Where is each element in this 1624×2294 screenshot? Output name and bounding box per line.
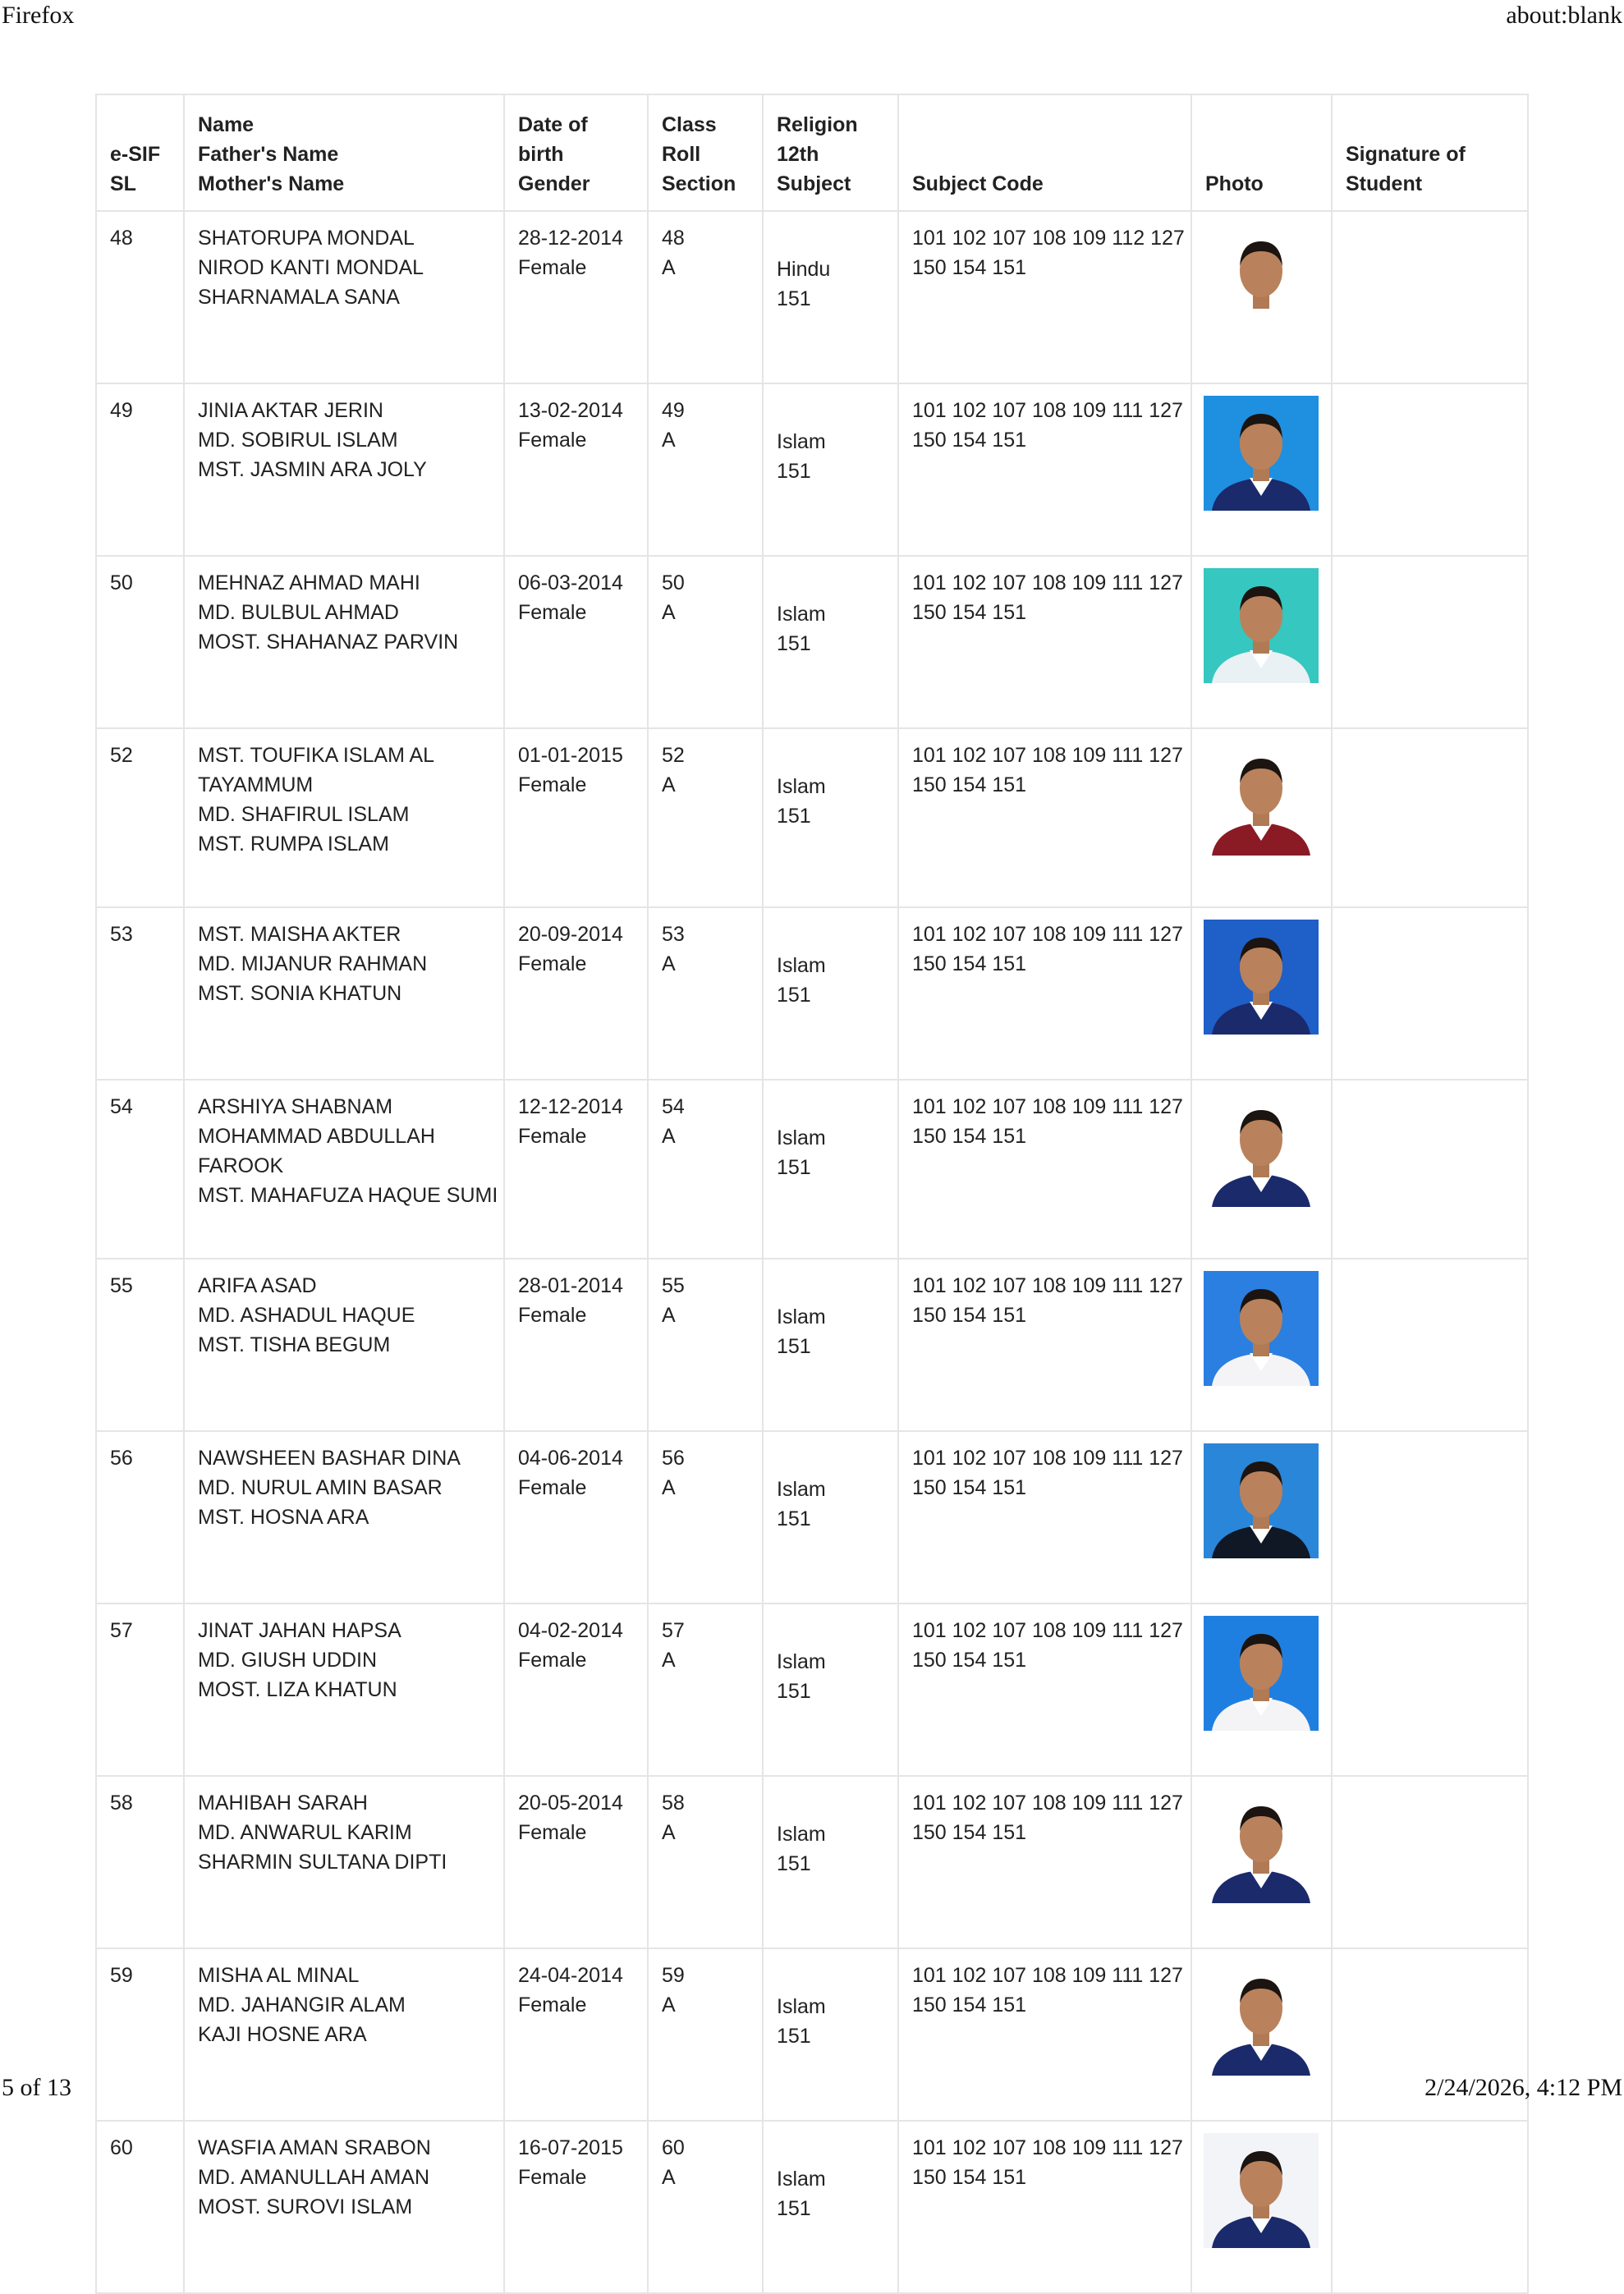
cell-subject-codes: 101 102 107 108 109 111 127 150 154 151: [898, 728, 1191, 907]
cell-signature: [1332, 556, 1528, 728]
cell-photo: [1191, 556, 1332, 728]
table-header-row: [96, 94, 1528, 211]
cell-photo: [1191, 1080, 1332, 1259]
table-row: [96, 1431, 1528, 1604]
table-row: [96, 1776, 1528, 1948]
cell-dob-gender: 20-09-2014 Female: [504, 907, 648, 1080]
student-photo: [1204, 568, 1319, 683]
cell-sl: 54: [96, 1080, 184, 1259]
cell-dob-gender: 01-01-2015 Female: [504, 728, 648, 907]
portrait-placeholder: [1204, 1092, 1319, 1207]
cell-roll-section: 55 A: [648, 1259, 763, 1431]
cell-signature: [1332, 2121, 1528, 2293]
cell-photo: [1191, 383, 1332, 556]
cell-signature: [1332, 728, 1528, 907]
cell-subject-codes: 101 102 107 108 109 111 127 150 154 151: [898, 1948, 1191, 2121]
cell-photo: [1191, 728, 1332, 907]
student-photo: [1204, 396, 1319, 511]
student-photo: [1204, 741, 1319, 856]
cell-dob-gender: 16-07-2015 Female: [504, 2121, 648, 2293]
print-header-url: about:blank: [1506, 2, 1622, 29]
cell-roll-section: 52 A: [648, 728, 763, 907]
table-row: [96, 556, 1528, 728]
table-row: [96, 211, 1528, 383]
cell-religion-subject: Islam 151: [763, 1604, 898, 1776]
cell-roll-section: 58 A: [648, 1776, 763, 1948]
student-photo: [1204, 223, 1319, 338]
cell-religion-subject: Islam 151: [763, 556, 898, 728]
cell-signature: [1332, 1776, 1528, 1948]
cell-subject-codes: 101 102 107 108 109 111 127 150 154 151: [898, 1080, 1191, 1259]
cell-sl: 52: [96, 728, 184, 907]
table-continuation-border: [95, 1902, 97, 2008]
table-row: [96, 907, 1528, 1080]
print-header-app: Firefox: [2, 2, 75, 29]
cell-names: MEHNAZ AHMAD MAHI MD. BULBUL AHMAD MOST. SHAHANAZ PARVIN: [184, 556, 504, 728]
col-header-class: Class Roll Section: [648, 94, 763, 211]
cell-religion-subject: Islam 151: [763, 1948, 898, 2121]
table-row: [96, 1259, 1528, 1431]
cell-signature: [1332, 1604, 1528, 1776]
cell-religion-subject: Islam 151: [763, 1259, 898, 1431]
cell-subject-codes: 101 102 107 108 109 111 127 150 154 151: [898, 1259, 1191, 1431]
cell-roll-section: 54 A: [648, 1080, 763, 1259]
col-header-signature: Signature of Student: [1332, 94, 1528, 211]
cell-subject-codes: 101 102 107 108 109 112 127 150 154 151: [898, 211, 1191, 383]
cell-sl: 60: [96, 2121, 184, 2293]
cell-sl: 55: [96, 1259, 184, 1431]
cell-sl: 48: [96, 211, 184, 383]
cell-subject-codes: 101 102 107 108 109 111 127 150 154 151: [898, 556, 1191, 728]
cell-subject-codes: 101 102 107 108 109 111 127 150 154 151: [898, 1776, 1191, 1948]
cell-names: SHATORUPA MONDAL NIROD KANTI MONDAL SHARNAMALA SANA: [184, 211, 504, 383]
cell-names: WASFIA AMAN SRABON MD. AMANULLAH AMAN MOST. SUROVI ISLAM: [184, 2121, 504, 2293]
cell-religion-subject: Islam 151: [763, 1776, 898, 1948]
portrait-placeholder: [1204, 1443, 1319, 1558]
student-photo: [1204, 920, 1319, 1035]
cell-dob-gender: 20-05-2014 Female: [504, 1776, 648, 1948]
student-photo: [1204, 1271, 1319, 1386]
cell-photo: [1191, 1259, 1332, 1431]
col-header-photo: Photo: [1191, 94, 1332, 211]
col-header-name: Name Father's Name Mother's Name: [184, 94, 504, 211]
portrait-placeholder: [1204, 2133, 1319, 2248]
cell-religion-subject: Islam 151: [763, 728, 898, 907]
student-photo: [1204, 1443, 1319, 1558]
col-header-subject-code: Subject Code: [898, 94, 1191, 211]
cell-subject-codes: 101 102 107 108 109 111 127 150 154 151: [898, 1604, 1191, 1776]
table-row: [96, 1604, 1528, 1776]
cell-roll-section: 53 A: [648, 907, 763, 1080]
print-footer-page: 5 of 13: [2, 2074, 71, 2101]
table-row: [96, 383, 1528, 556]
student-photo: [1204, 1616, 1319, 1731]
cell-dob-gender: 06-03-2014 Female: [504, 556, 648, 728]
cell-dob-gender: 12-12-2014 Female: [504, 1080, 648, 1259]
cell-signature: [1332, 1080, 1528, 1259]
cell-religion-subject: Islam 151: [763, 907, 898, 1080]
cell-sl: 53: [96, 907, 184, 1080]
student-list-table: [95, 94, 1529, 2294]
col-header-religion: Religion 12th Subject: [763, 94, 898, 211]
cell-dob-gender: 04-02-2014 Female: [504, 1604, 648, 1776]
cell-roll-section: 57 A: [648, 1604, 763, 1776]
table-row: [96, 728, 1528, 907]
cell-sl: 49: [96, 383, 184, 556]
cell-sl: 57: [96, 1604, 184, 1776]
cell-photo: [1191, 2121, 1332, 2293]
cell-subject-codes: 101 102 107 108 109 111 127 150 154 151: [898, 907, 1191, 1080]
cell-sl: 58: [96, 1776, 184, 1948]
portrait-placeholder: [1204, 568, 1319, 683]
cell-roll-section: 59 A: [648, 1948, 763, 2121]
cell-photo: [1191, 1431, 1332, 1604]
table-row: [96, 1080, 1528, 1259]
table-body: [96, 211, 1528, 2293]
portrait-placeholder: [1204, 223, 1319, 338]
cell-photo: [1191, 211, 1332, 383]
cell-religion-subject: Islam 151: [763, 1080, 898, 1259]
portrait-placeholder: [1204, 1788, 1319, 1903]
cell-photo: [1191, 1948, 1332, 2121]
cell-religion-subject: Islam 151: [763, 2121, 898, 2293]
cell-names: ARSHIYA SHABNAM MOHAMMAD ABDULLAH FAROOK MST. MAHAFUZA HAQUE SUMI: [184, 1080, 504, 1259]
cell-religion-subject: Islam 151: [763, 383, 898, 556]
print-footer-datetime: 2/24/2026, 4:12 PM: [1424, 2074, 1622, 2101]
student-photo: [1204, 1788, 1319, 1903]
cell-dob-gender: 24-04-2014 Female: [504, 1948, 648, 2121]
portrait-placeholder: [1204, 1961, 1319, 2076]
cell-signature: [1332, 383, 1528, 556]
cell-photo: [1191, 907, 1332, 1080]
student-photo: [1204, 1092, 1319, 1207]
cell-sl: 59: [96, 1948, 184, 2121]
cell-roll-section: 48 A: [648, 211, 763, 383]
cell-names: ARIFA ASAD MD. ASHADUL HAQUE MST. TISHA BEGUM: [184, 1259, 504, 1431]
cell-religion-subject: Hindu 151: [763, 211, 898, 383]
cell-subject-codes: 101 102 107 108 109 111 127 150 154 151: [898, 383, 1191, 556]
cell-roll-section: 49 A: [648, 383, 763, 556]
student-photo: [1204, 1961, 1319, 2076]
portrait-placeholder: [1204, 396, 1319, 511]
student-photo: [1204, 2133, 1319, 2248]
cell-signature: [1332, 211, 1528, 383]
portrait-placeholder: [1204, 741, 1319, 856]
cell-signature: [1332, 1431, 1528, 1604]
cell-names: MAHIBAH SARAH MD. ANWARUL KARIM SHARMIN SULTANA DIPTI: [184, 1776, 504, 1948]
cell-names: MST. TOUFIKA ISLAM AL TAYAMMUM MD. SHAFIRUL ISLAM MST. RUMPA ISLAM: [184, 728, 504, 907]
cell-religion-subject: Islam 151: [763, 1431, 898, 1604]
portrait-placeholder: [1204, 1271, 1319, 1386]
cell-dob-gender: 28-01-2014 Female: [504, 1259, 648, 1431]
cell-sl: 50: [96, 556, 184, 728]
cell-names: MISHA AL MINAL MD. JAHANGIR ALAM KAJI HOSNE ARA: [184, 1948, 504, 2121]
student-list-table-container: [95, 94, 1527, 2294]
portrait-placeholder: [1204, 920, 1319, 1035]
cell-dob-gender: 13-02-2014 Female: [504, 383, 648, 556]
cell-signature: [1332, 1259, 1528, 1431]
col-header-dob: Date of birth Gender: [504, 94, 648, 211]
table-row: [96, 2121, 1528, 2293]
cell-subject-codes: 101 102 107 108 109 111 127 150 154 151: [898, 2121, 1191, 2293]
cell-names: JINIA AKTAR JERIN MD. SOBIRUL ISLAM MST. JASMIN ARA JOLY: [184, 383, 504, 556]
cell-photo: [1191, 1776, 1332, 1948]
cell-names: MST. MAISHA AKTER MD. MIJANUR RAHMAN MST. SONIA KHATUN: [184, 907, 504, 1080]
cell-names: JINAT JAHAN HAPSA MD. GIUSH UDDIN MOST. LIZA KHATUN: [184, 1604, 504, 1776]
portrait-placeholder: [1204, 1616, 1319, 1731]
cell-subject-codes: 101 102 107 108 109 111 127 150 154 151: [898, 1431, 1191, 1604]
cell-photo: [1191, 1604, 1332, 1776]
cell-signature: [1332, 907, 1528, 1080]
cell-dob-gender: 04-06-2014 Female: [504, 1431, 648, 1604]
cell-sl: 56: [96, 1431, 184, 1604]
cell-roll-section: 50 A: [648, 556, 763, 728]
col-header-sl: e-SIF SL: [96, 94, 184, 211]
cell-roll-section: 60 A: [648, 2121, 763, 2293]
cell-names: NAWSHEEN BASHAR DINA MD. NURUL AMIN BASAR MST. HOSNA ARA: [184, 1431, 504, 1604]
table-row: [96, 1948, 1528, 2121]
cell-roll-section: 56 A: [648, 1431, 763, 1604]
cell-dob-gender: 28-12-2014 Female: [504, 211, 648, 383]
